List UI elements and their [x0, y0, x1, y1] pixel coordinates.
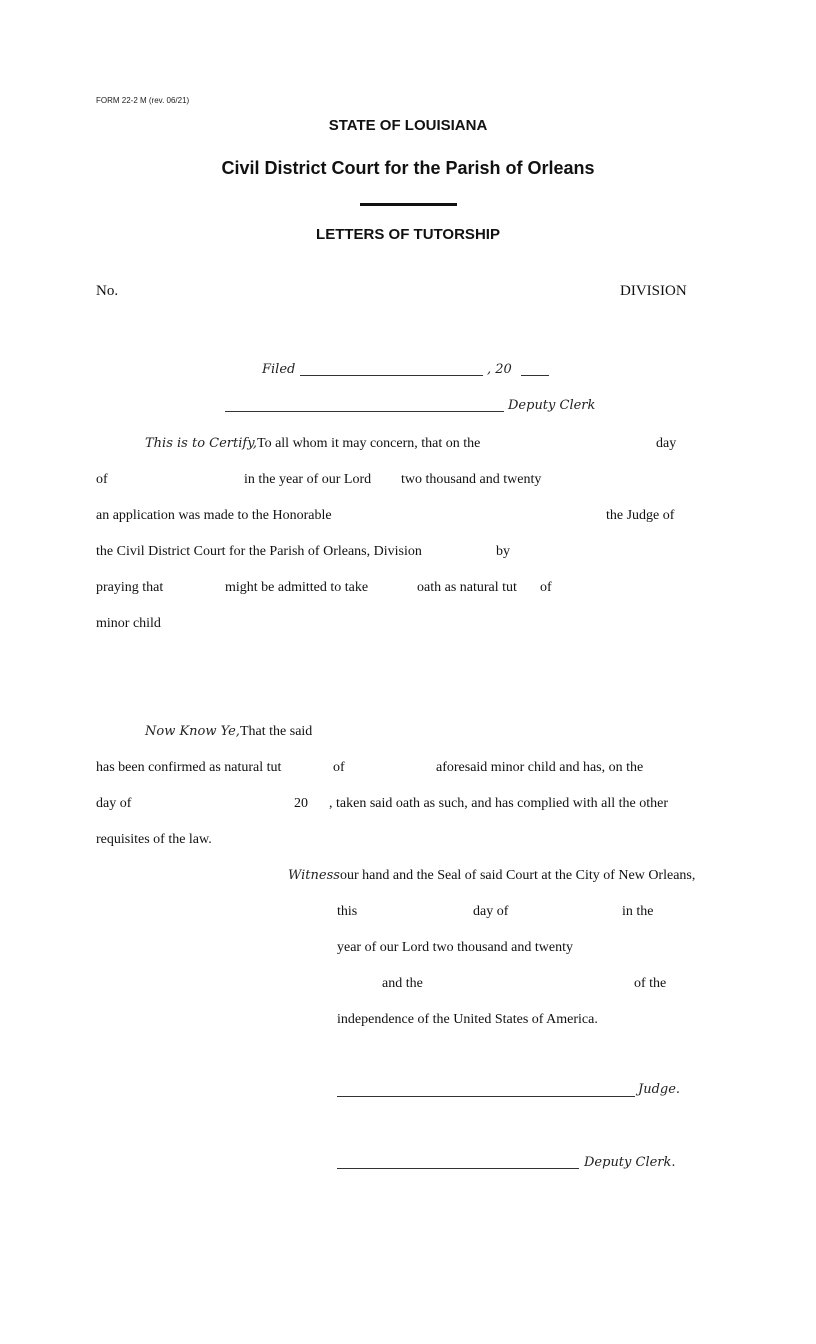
- deputy-clerk-label: Deputy Clerk: [508, 398, 596, 413]
- deputy-clerk-signature-line[interactable]: [225, 411, 504, 412]
- division-label: DIVISION: [620, 283, 687, 299]
- court-heading: Civil District Court for the Parish of Orleans: [221, 158, 595, 178]
- witness-text: in the: [622, 904, 654, 919]
- certify-text: praying that: [96, 580, 164, 595]
- certify-text: the Civil District Court for the Parish of Orleans, Division: [96, 544, 422, 559]
- witness-text: day of: [473, 904, 509, 919]
- witness-lead: Witness: [288, 868, 340, 883]
- document-title: LETTERS OF TUTORSHIP: [316, 226, 500, 243]
- state-heading: STATE OF LOUISIANA: [328, 117, 488, 134]
- filed-date-line[interactable]: [300, 375, 483, 376]
- certify-text: the Judge of: [606, 508, 675, 523]
- witness-text: our hand and the Seal of said Court at the City of New Orleans,: [340, 868, 696, 883]
- know-text: has been confirmed as natural tut: [96, 760, 282, 775]
- certify-lead: This is to Certify,: [145, 436, 257, 451]
- certify-text: day: [656, 436, 677, 451]
- certify-text: two thousand and twenty: [401, 472, 542, 487]
- filed-label: Filed: [262, 362, 296, 377]
- certify-text: of: [540, 580, 552, 595]
- form-id: FORM 22-2 M (rev. 06/21): [96, 96, 190, 105]
- witness-text: and the: [382, 976, 423, 991]
- witness-text: independence of the United States of America.: [337, 1012, 598, 1027]
- know-text: of: [333, 760, 345, 775]
- certify-text: might be admitted to take: [225, 580, 369, 595]
- certify-text: To all whom it may concern, that on the: [257, 436, 481, 451]
- certify-text: oath as natural tut: [417, 580, 517, 595]
- judge-signature-line[interactable]: [337, 1096, 635, 1097]
- know-lead: Now Know Ye,: [145, 724, 240, 739]
- case-number-label: No.: [96, 283, 119, 299]
- know-text: aforesaid minor child and has, on the: [436, 760, 644, 775]
- know-text: requisites of the law.: [96, 832, 212, 847]
- know-text: day of: [96, 796, 132, 811]
- certify-text: an application was made to the Honorable: [96, 508, 332, 523]
- deputy-clerk-final-label: Deputy Clerk.: [584, 1155, 676, 1170]
- certify-text: minor child: [96, 616, 161, 631]
- filed-year-prefix: , 20: [487, 362, 512, 377]
- witness-text: of the: [634, 976, 667, 991]
- witness-text: this: [337, 904, 358, 919]
- judge-label: Judge.: [638, 1082, 681, 1097]
- certify-text: by: [496, 544, 510, 559]
- heading-divider: [360, 203, 457, 206]
- filed-year-line[interactable]: [521, 375, 549, 376]
- certify-text: of: [96, 472, 108, 487]
- know-text: , taken said oath as such, and has complied with all the other: [329, 796, 669, 811]
- witness-text: year of our Lord two thousand and twenty: [337, 940, 573, 955]
- know-text: That the said: [240, 724, 313, 739]
- deputy-clerk-final-signature-line[interactable]: [337, 1168, 579, 1169]
- know-text: 20: [294, 796, 308, 811]
- certify-text: in the year of our Lord: [244, 472, 372, 487]
